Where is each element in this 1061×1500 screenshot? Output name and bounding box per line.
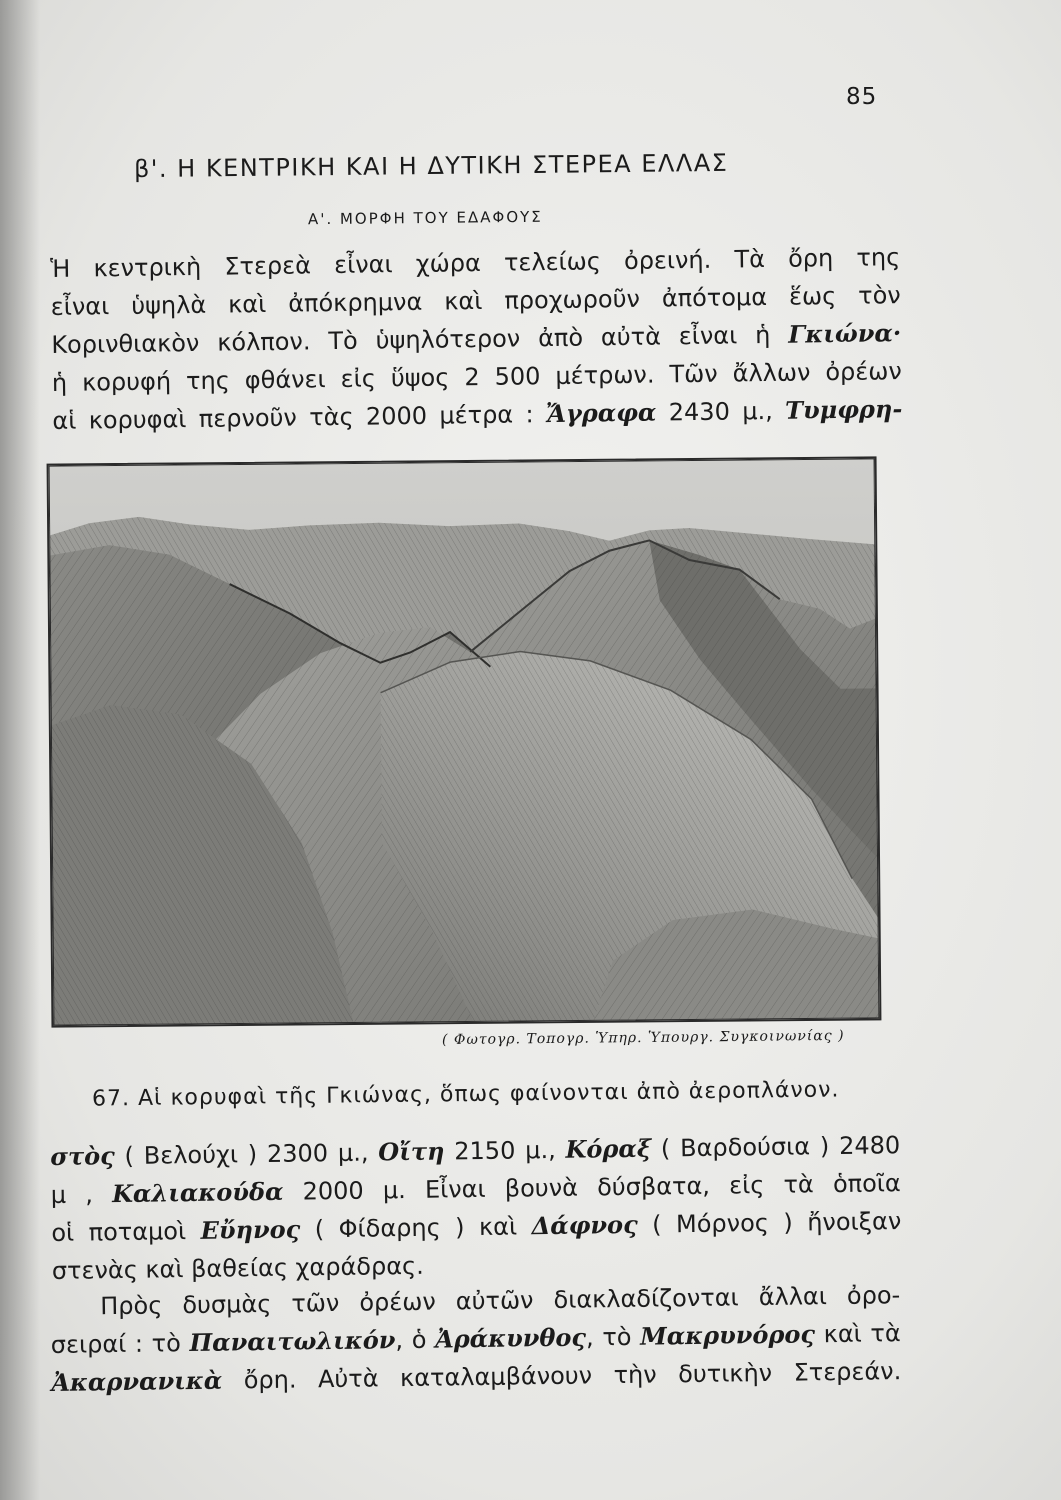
mountain-name: Κόραξ	[565, 1133, 652, 1164]
text-span: ( Φίδαρης ) καὶ	[300, 1212, 532, 1244]
text-span: 2430 μ.,	[656, 396, 786, 427]
mountain-photograph	[47, 456, 882, 1027]
text-line: ἡ κορυφή της φθάνει εἰς ὕψος 2 500 μέτρων. Τῶν ἄλλων ὀρέων	[51, 357, 902, 397]
paragraph-ranges	[50, 1276, 902, 1402]
text-span: Κορινθιακὸν κόλπον. Τὸ ὑψηλότερον ἀπὸ αὐτὰ εἶναι ἡ	[51, 320, 789, 359]
text-span: ( Βελούχι ) 2300 μ.,	[114, 1138, 379, 1171]
mountain-name: Ἄγραφα	[545, 397, 657, 429]
text-span: 2000 μ. Εἶναι βουνὰ δύσβατα, εἰς τὰ ὁποῖα	[283, 1169, 901, 1206]
text-line: στενὰς καὶ βαθείας χαράδρας.	[51, 1251, 424, 1285]
page-number: 85	[846, 84, 878, 110]
mountain-name: Οἴτη	[378, 1136, 445, 1167]
chapter-heading: β'. Η ΚΕΝΤΡΙΚΗ ΚΑΙ Η ΔΥΤΙΚΗ ΣΤΕΡΕΑ ΕΛΛΑΣ	[133, 148, 729, 184]
river-name: Δάφνος	[531, 1209, 638, 1241]
mountain-name: Γκιώνα·	[788, 318, 902, 349]
range-name: Παναιτωλικόν	[189, 1325, 396, 1358]
text-span: 2150 μ.,	[444, 1135, 566, 1166]
text-span: αἱ κορυφαὶ περνοῦν τὰς 2000 μέτρα :	[52, 400, 547, 435]
text-line: εἶναι ὑψηλὰ καὶ ἀπόκρημνα καὶ προχωροῦν ἀπότομα ἕως τὸν	[50, 281, 901, 321]
mountain-photo-illustration	[49, 458, 880, 1025]
mountain-name: στὸς	[50, 1141, 115, 1171]
text-line: Ἡ κεντρικὴ Στερεὰ εἶναι χώρα τελείως ὀρεινή. Τὰ ὄρη της	[50, 243, 901, 283]
mountain-name: Καλιακούδα	[111, 1176, 284, 1209]
text-span: μ ,	[50, 1180, 113, 1209]
range-name: Ἀκαρνανικὰ	[51, 1365, 223, 1397]
paragraph-mountains	[50, 1126, 902, 1290]
text-span: καὶ τὰ	[814, 1319, 901, 1349]
range-name: Μακρυνόρος	[639, 1319, 816, 1351]
text-line: Πρὸς δυσμὰς τῶν ὀρέων αὐτῶν διακλαδίζονται ἄλλαι ὀρο-	[100, 1281, 901, 1321]
text-span: , τὸ	[585, 1322, 641, 1352]
text-span: , ὁ	[395, 1325, 436, 1355]
range-name: Ἀράκυνθος	[434, 1322, 587, 1354]
paragraph-intro	[50, 238, 903, 440]
text-span: σειραί : τὸ	[50, 1329, 190, 1359]
mountain-name: Τυμφρη-	[784, 394, 903, 425]
text-span: οἱ ποταμοὶ	[51, 1216, 201, 1247]
text-span: ( Βαρδούσια ) 2480	[650, 1131, 901, 1163]
photo-credit: ( Φωτογρ. Τοπογρ. Ὑπηρ. Ὑπουργ. Συγκοινωνίας )	[441, 1027, 845, 1049]
text-span: ( Μόρνος ) ἤνοιξαν	[637, 1207, 902, 1239]
binding-shadow	[0, 0, 40, 1500]
river-name: Εὔηνος	[200, 1214, 301, 1245]
text-span: ὄρη. Αὐτὰ καταλαμβάνουν τὴν δυτικὴν Στερεάν.	[222, 1357, 902, 1395]
figure-caption: 67. Αἱ κορυφαὶ τῆς Γκιώνας, ὅπως φαίνονται ἀπὸ ἀεροπλάνον.	[91, 1077, 840, 1112]
section-subheading: Α'. ΜΟΡΦΗ ΤΟΥ ΕΔΑΦΟΥΣ	[307, 207, 543, 229]
